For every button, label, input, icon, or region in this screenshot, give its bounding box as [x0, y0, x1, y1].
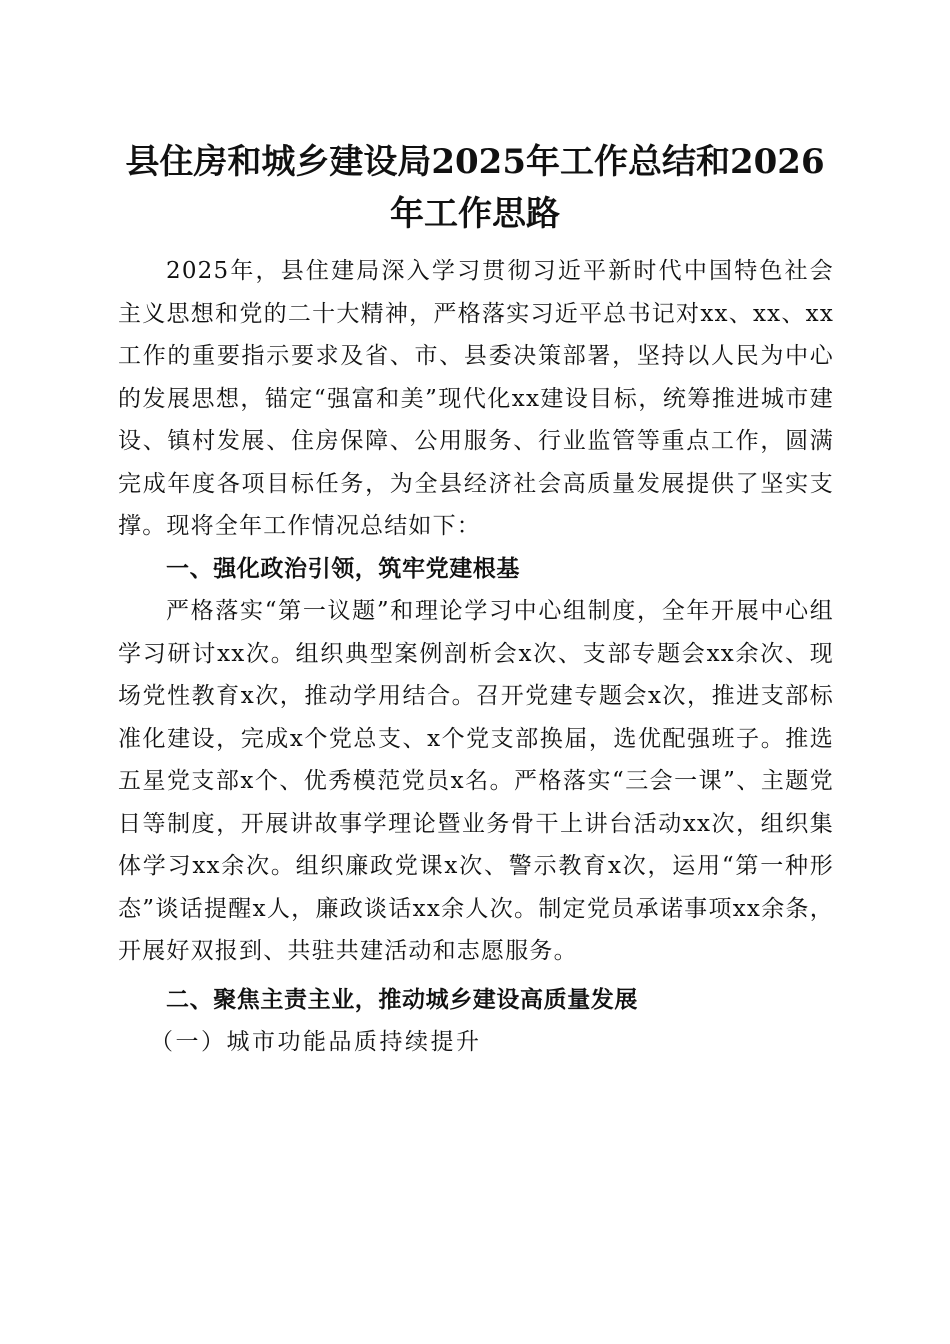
document-title: 县住房和城乡建设局2025年工作总结和2026年工作思路	[125, 142, 825, 234]
document-body	[118, 250, 834, 1064]
section-2-heading: 二、聚焦主责主业，推动城乡建设高质量发展	[166, 986, 638, 1013]
intro-paragraph: 2025年，县住建局深入学习贯彻习近平新时代中国特色社会主义思想和党的二十大精神，严格落实习近平总书记对xx、xx、xx工作的重要指示要求及省、市、县委决策部署，坚持以人民为中心的发展思想，锚定“强富和美”现代化xx建设目标，统筹推进城市建设、镇村发展、住房保障、公用服务、行业监管等重点工作，圆满完成年度各项目标任务，为全县经济社会高质量发展提供了坚实支撑。现将全年工作情况总结如下：	[118, 258, 834, 539]
section-1-heading: 一、强化政治引领，筑牢党建根基	[166, 555, 520, 582]
section-1-paragraph: 严格落实“第一议题”和理论学习中心组制度，全年开展中心组学习研讨xx次。组织典型案例剖析会x次、支部专题会xx余次、现场党性教育x次，推动学用结合。召开党建专题会x次，推进支部标准化建设，完成x个党总支、x个党支部换届，选优配强班子。推选五星党支部x个、优秀模范党员x名。严格落实“三会一课”、主题党日等制度，开展讲故事学理论暨业务骨干上讲台活动xx次，组织集体学习xx余次。组织廉政党课x次、警示教育x次，运用“第一种形态”谈话提醒x人，廉政谈话xx余人次。制定党员承诺事项xx余条，开展好双报到、共驻共建活动和志愿服务。	[118, 598, 834, 964]
section-2-subheading-1: （一）城市功能品质持续提升	[150, 1029, 482, 1055]
